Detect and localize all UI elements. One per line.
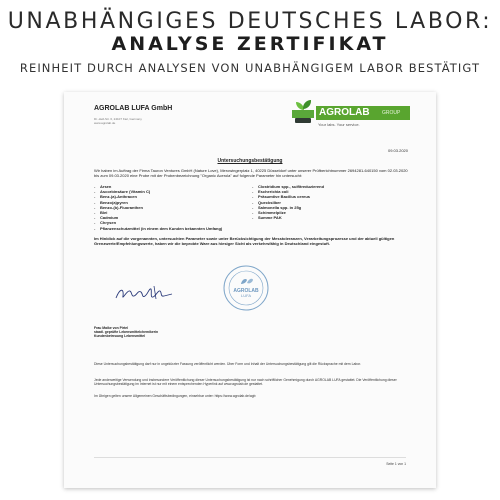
- signer-title: staatl. geprüfte Lebensmittelchemikerin: [94, 330, 159, 335]
- parameter-label: Präsumtive Bacillus cereus: [258, 194, 311, 200]
- parameter-item: - Präsumtive Bacillus cereus: [252, 194, 311, 200]
- website-line: www.agrolab.de: [94, 121, 116, 125]
- parameter-item: - Clostridium spp., sulfitreduzierend: [252, 184, 325, 189]
- banner-title-line: UNABHÄNGIGES DEUTSCHES LABOR:: [7, 9, 493, 34]
- parameter-item: - Arsen: [94, 184, 112, 189]
- parameter-label: Summe PAK: [258, 215, 282, 221]
- legal-paragraph: Jede anderweitige Verwendung und insbesondere Veröffentlichung dieser Untersuchungsbestätigung ist nur nach schriftlicher Genehmigung durch AGROLAB LUFA gestattet. Die Veröffentlichung dieser Untersuchungsbestätigung im Internet ist nur mit einem entsprechenden Hyperlink auf www.agrolab.de gestattet.: [94, 378, 397, 387]
- legal-paragraph: Diese Untersuchungsbestätigung darf nur in ungekürzter Fassung veröffentlicht werden. Über Form und Inhalt der Untersuchungsbestätigung gilt die Rücksprache mit dem Labor.: [94, 362, 362, 366]
- parameter-label: Escherichia coli: [258, 189, 289, 195]
- parameter-item: - Quecksilber: [252, 199, 281, 205]
- parameter-label: Salmonella spp. in 25g: [258, 204, 302, 210]
- parameter-label: Benzo(a)pyren: [100, 199, 128, 205]
- summary-paragraph: Im Hinblick auf die vorgenannten, untersuchten Parameter sowie unter Berücksichtigung der Messtoleranzen, Verarbeitungsprozesse und der aktuell gültigen Grenzwerte/Empfehlungswerte, haben wir die beprobte Ware aus hiesiger Sicht als verkehrsfähig in Deutschland eingestuft.: [94, 236, 395, 246]
- stamp-sub: LUFA: [240, 293, 252, 298]
- banner-heading: ANALYSE ZERTIFIKAT: [111, 33, 389, 55]
- parameter-item: - Summe PAK: [252, 215, 282, 221]
- parameter-item: - Benzo-(b)-Fluoranthen: [94, 204, 143, 210]
- certificate-document: [64, 92, 436, 488]
- stamp-word: AGROLAB: [233, 288, 259, 294]
- banner-subtitle: REINHEIT DURCH ANALYSEN VON UNABHÄNGIGEM LABOR BESTÄTIGT: [19, 61, 481, 75]
- document-title: Untersuchungsbestätigung: [217, 158, 283, 164]
- parameter-label: Benz-(a)-Anthracen: [100, 194, 137, 200]
- footer-divider: [94, 457, 406, 458]
- parameter-item: - Salmonella spp. in 25g: [252, 204, 302, 210]
- parameter-label: Schimmelpilze: [258, 210, 286, 216]
- parameter-label: Clostridium spp., sulfitreduzierend: [258, 184, 325, 189]
- parameter-label: Arsen: [100, 184, 112, 189]
- logo-block: [292, 110, 314, 118]
- parameter-item: - Blei: [94, 210, 108, 216]
- parameter-label: Chrysen: [100, 220, 117, 226]
- parameter-item: - Pflanzenschutzmittel (in einem dem Kunden bekannten Umfang): [94, 225, 223, 231]
- parameter-item: - Benz-(a)-Anthracen: [94, 194, 137, 200]
- intro-paragraph: Wir haben im Auftrag der Firma Tauron Ventures GmbH (Nature Love), Merowingerplatz 1, 40225 Düsseldorf unter unserer Prüfberichtnummer 2694281-640150 vom 02.03.2020 bis zum 09.03.2020 eine Probe mit der Probenbezeichnung "Organic Acerola" auf folgende Parameter hin untersucht:: [94, 168, 408, 178]
- parameter-list-right: [252, 184, 402, 220]
- legal-paragraph: Im Übrigen gelten unsere Allgemeinen Geschäftsbedingungen, einsehbar unter: https://www.agrolab.de/agb: [94, 394, 256, 398]
- parameter-item: - Escherichia coli: [252, 189, 289, 195]
- lab-stamp: [222, 264, 270, 312]
- parameter-item: - Cadmium: [94, 215, 119, 221]
- company-name: AGROLAB LUFA GmbH: [94, 105, 173, 112]
- company-address: [94, 117, 234, 125]
- parameter-label: Blei: [100, 210, 108, 216]
- leaf-icon: [303, 100, 311, 109]
- page-number: Seite 1 von 1: [386, 462, 406, 466]
- signer-name: Frau Maike von Pirtel: [94, 326, 129, 330]
- header-banner: [0, 0, 500, 88]
- signer-department: Kundenbetreuung Lebensmittel: [94, 334, 146, 339]
- parameter-label: Quecksilber: [258, 199, 281, 205]
- signer-block: [94, 326, 158, 339]
- parameter-label: Pflanzenschutzmittel (in einem dem Kunden bekannten Umfang): [100, 225, 223, 231]
- parameter-item: - Schimmelpilze: [252, 210, 286, 216]
- parameter-label: Benzo-(b)-Fluoranthen: [100, 204, 143, 210]
- parameter-item: - Benzo(a)pyren: [94, 199, 128, 205]
- parameter-item: - Chrysen: [94, 220, 117, 226]
- parameter-item: - Ascorbinsäure (Vitamin C): [94, 189, 151, 195]
- agrolab-logo: [292, 100, 410, 132]
- logo-group: GROUP: [382, 110, 401, 116]
- logo-tagline: Your labs. Your service.: [318, 122, 360, 127]
- document-date: 09.03.2020: [387, 148, 408, 153]
- signature-image: [114, 282, 174, 304]
- logo-base: [295, 118, 311, 123]
- address-line: Dr.-Hell-Str. 6, 24107 Kiel, Germany: [94, 117, 142, 121]
- parameter-label: Cadmium: [100, 215, 119, 221]
- parameter-label: Ascorbinsäure (Vitamin C): [100, 189, 151, 195]
- logo-word: AGROLAB: [319, 107, 370, 118]
- parameter-list-left: [94, 184, 244, 231]
